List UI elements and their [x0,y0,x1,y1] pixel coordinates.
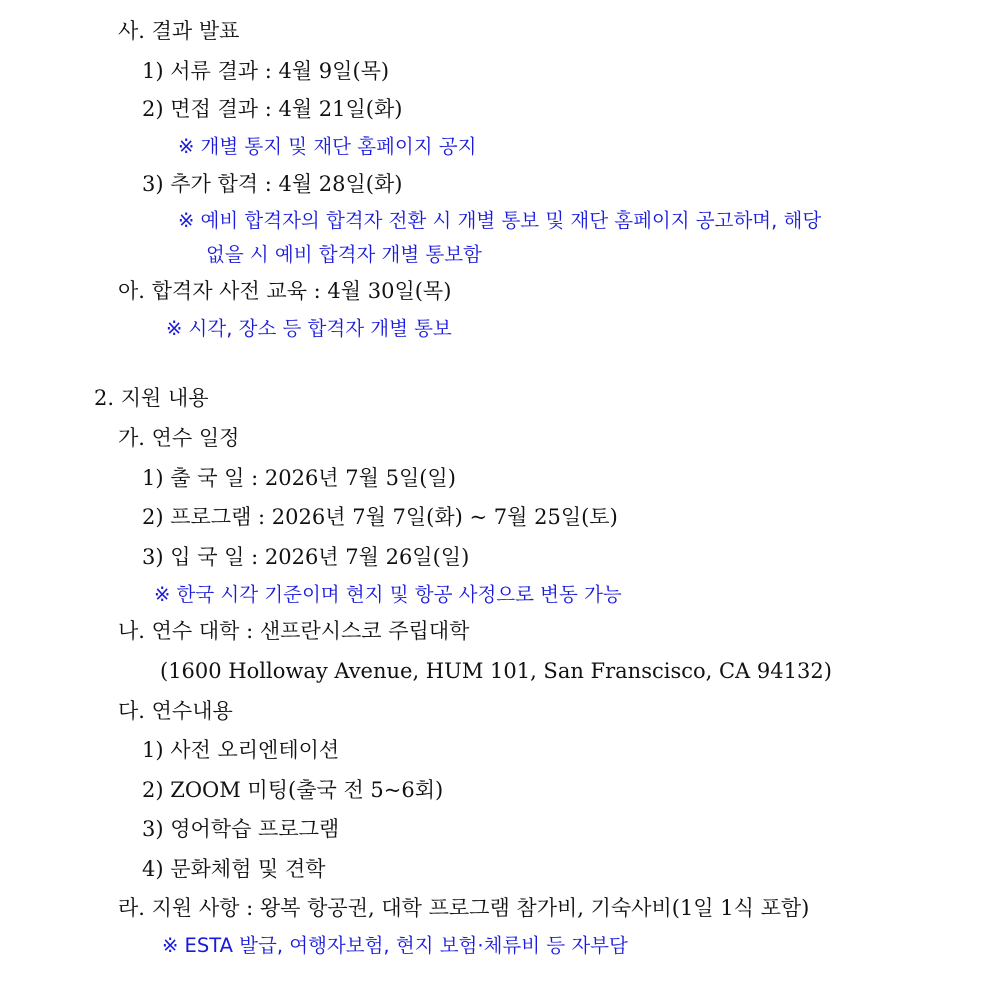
note-additional-line-1: ※ 예비 합격자의 합격자 전환 시 개별 통보 및 재단 홈페이지 공고하며, 해당 [178,209,822,232]
note-interview-notice: ※ 개별 통지 및 재단 홈페이지 공지 [178,135,477,158]
note-self-pay: ※ ESTA 발급, 여행자보험, 현지 보험·체류비 등 자부담 [162,934,628,957]
section-2-title: 2. 지원 내용 [94,386,209,410]
schedule-item-document-result: 1) 서류 결과 : 4월 9일(목) [142,59,390,83]
program-item-zoom: 2) ZOOM 미팅(출국 전 5~6회) [142,778,444,802]
section-sa-title: 사. 결과 발표 [118,19,240,43]
program-item-culture: 4) 문화체험 및 견학 [142,857,326,881]
section-a-title: 아. 합격자 사전 교육 : 4월 30일(목) [118,279,452,303]
program-item-english: 3) 영어학습 프로그램 [142,817,340,841]
schedule-item-interview-result: 2) 면접 결과 : 4월 21일(화) [142,97,403,121]
section-ga-title: 가. 연수 일정 [118,426,240,450]
section-ra-title: 라. 지원 사항 : 왕복 항공권, 대학 프로그램 참가비, 기숙사비(1일 1식 포함) [118,896,810,920]
note-pre-education: ※ 시각, 장소 등 합격자 개별 통보 [166,317,452,340]
section-da-title: 다. 연수내용 [118,699,233,723]
schedule-item-departure: 1) 출 국 일 : 2026년 7월 5일(일) [142,466,456,490]
university-address: (1600 Holloway Avenue, HUM 101, San Franscisco, CA 94132) [160,659,832,683]
schedule-item-additional-result: 3) 추가 합격 : 4월 28일(화) [142,172,403,196]
schedule-item-arrival: 3) 입 국 일 : 2026년 7월 26일(일) [142,545,470,569]
program-item-orientation: 1) 사전 오리엔테이션 [142,738,340,762]
schedule-item-program: 2) 프로그램 : 2026년 7월 7일(화) ~ 7월 25일(토) [142,505,618,529]
note-schedule-change: ※ 한국 시각 기준이며 현지 및 항공 사정으로 변동 가능 [154,583,622,606]
section-na-title: 나. 연수 대학 : 샌프란시스코 주립대학 [118,619,470,643]
note-additional-line-2: 없을 시 예비 합격자 개별 통보함 [206,243,482,266]
